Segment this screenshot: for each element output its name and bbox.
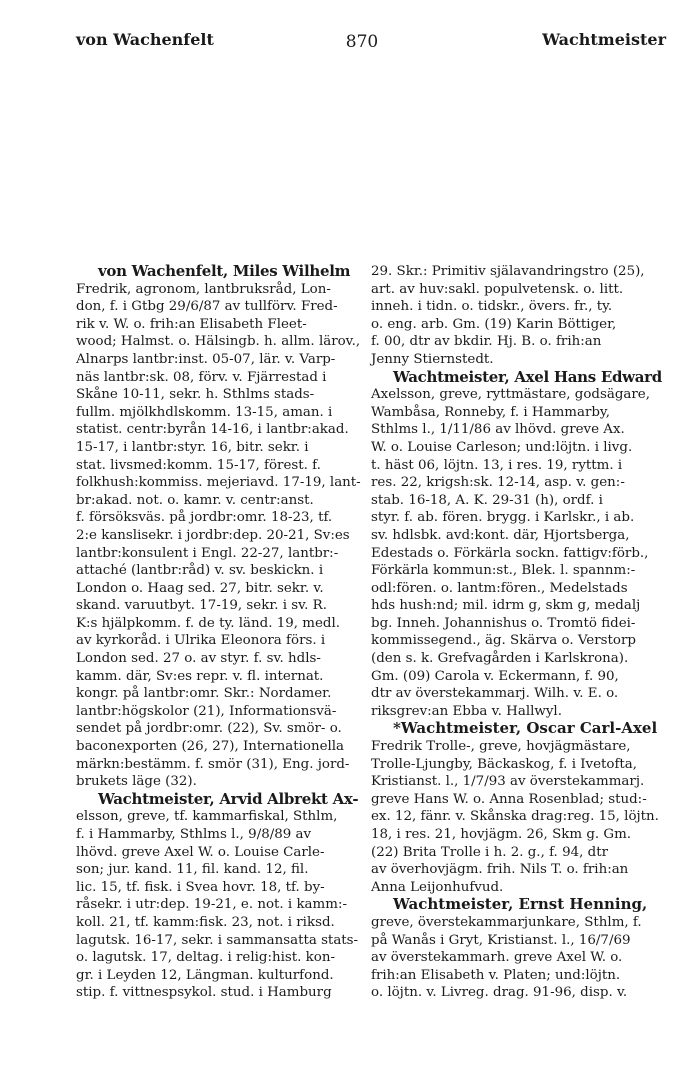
header-left-name: von Wachenfelt bbox=[76, 30, 214, 49]
entry-headword-line: Wachtmeister, Arvid Albrekt Ax- bbox=[98, 789, 359, 808]
text-line: folkhush:kommiss. mejeriavd. 17-19, lant- bbox=[76, 475, 361, 491]
text-line: Wambåsa, Ronneby, f. i Hammarby, bbox=[371, 404, 610, 420]
text-line: frih:an Elisabeth v. Platen; und:löjtn. bbox=[371, 967, 621, 983]
text-line: stat. livsmed:komm. 15-17, förest. f. bbox=[76, 457, 321, 473]
text-line: lantbr:högskolor (21), Informationsvä- bbox=[76, 703, 337, 719]
text-line: baconexporten (26, 27), Internationella bbox=[76, 739, 345, 755]
text-line: res. 22, krigsh:sk. 12-14, asp. v. gen:- bbox=[371, 475, 625, 491]
entry-headword-line: von Wachenfelt, Miles Wilhelm bbox=[98, 262, 351, 280]
text-line: råsekr. i utr:dep. 19-21, e. not. i kamm:- bbox=[76, 897, 347, 913]
text-line: bg. Inneh. Johannishus o. Tromtö fidei- bbox=[371, 615, 636, 631]
text-line: son; jur. kand. 11, fil. kand. 12, fil. bbox=[76, 862, 309, 878]
text-line: Förkärla kommun:st., Blek. l. spannm:- bbox=[371, 563, 636, 579]
text-line: attaché (lantbr:råd) v. sv. beskickn. i bbox=[76, 563, 324, 579]
text-line: f. 00, dtr av bkdir. Hj. B. o. frih:an bbox=[371, 334, 602, 350]
text-line: K:s hjälpkomm. f. de ty. länd. 19, medl. bbox=[76, 615, 341, 631]
header-right-name: Wachtmeister bbox=[542, 30, 666, 49]
text-line: lhövd. greve Axel W. o. Louise Carle- bbox=[76, 844, 325, 860]
text-line: av överstekammarh. greve Axel W. o. bbox=[371, 950, 623, 966]
text-line: Alnarps lantbr:inst. 05-07, lär. v. Varp- bbox=[76, 351, 336, 367]
entry-headword-line: Wachtmeister, Axel Hans Edward bbox=[393, 367, 662, 386]
text-line: inneh. i tidn. o. tidskr., övers. fr., ty. bbox=[371, 299, 613, 315]
text-line: greve, överstekammarjunkare, Sthlm, f. bbox=[371, 914, 642, 930]
text-line: Sthlms l., 1/11/86 av lhövd. greve Ax. bbox=[371, 422, 625, 438]
text-line: wood; Halmst. o. Hälsingb. h. allm. lärov., bbox=[76, 334, 361, 350]
text-line: ex. 12, fänr. v. Skånska drag:reg. 15, löjtn. bbox=[371, 809, 659, 825]
text-line: av kyrkoråd. i Ulrika Eleonora förs. i bbox=[76, 633, 326, 649]
left-column bbox=[76, 262, 361, 1002]
page-number: 870 bbox=[345, 32, 379, 52]
text-line: Edestads o. Förkärla sockn. fattigv:förb., bbox=[371, 545, 649, 561]
text-line: Fredrik Trolle-, greve, hovjägmästare, bbox=[371, 739, 631, 755]
text-line: märkn:bestämm. f. smör (31), Eng. jord- bbox=[76, 756, 350, 772]
text-line: art. av huv:sakl. populvetensk. o. litt. bbox=[371, 281, 624, 297]
text-line: lantbr:konsulent i Engl. 22-27, lantbr:- bbox=[76, 545, 339, 561]
text-line: hds hush:nd; mil. idrm g, skm g, medalj bbox=[371, 598, 641, 614]
text-line: kommissegend., äg. Skärva o. Verstorp bbox=[371, 633, 636, 649]
text-line: br:akad. not. o. kamr. v. centr:anst. bbox=[76, 492, 314, 508]
text-line: 2:e kanslisekr. i jordbr:dep. 20-21, Sv:es bbox=[76, 527, 350, 543]
text-line: Gm. (09) Carola v. Eckermann, f. 90, bbox=[371, 668, 619, 684]
text-line: Anna Leijonhufvud. bbox=[371, 879, 504, 895]
text-line: London o. Haag sed. 27, bitr. sekr. v. bbox=[76, 580, 324, 596]
text-line: 29. Skr.: Primitiv själavandringstro (25), bbox=[371, 264, 645, 279]
text-line: Trolle-Ljungby, Bäckaskog, f. i Ivetofta, bbox=[371, 756, 638, 772]
text-line: (den s. k. Grefvagården i Karlskrona). bbox=[371, 651, 629, 667]
text-line: don, f. i Gtbg 29/6/87 av tullförv. Fred- bbox=[76, 299, 338, 315]
text-line: 18, i res. 21, hovjägm. 26, Skm g. Gm. bbox=[371, 827, 632, 842]
text-line: sv. hdlsbk. avd:kont. där, Hjortsberga, bbox=[371, 527, 630, 543]
entry-headword-line: Wachtmeister, Ernst Henning, bbox=[393, 895, 648, 914]
text-line: koll. 21, tf. kamm:fisk. 23, not. i riksd. bbox=[76, 914, 335, 930]
text-line: Axelsson, greve, ryttmästare, godsägare, bbox=[371, 387, 650, 403]
text-line: Fredrik, agronom, lantbruksråd, Lon- bbox=[76, 281, 331, 297]
text-line: t. häst 06, löjtn. 13, i res. 19, ryttm. i bbox=[371, 457, 623, 473]
text-line: stab. 16-18, A. K. 29-31 (h), ordf. i bbox=[371, 492, 603, 508]
entry-headword-line: *Wachtmeister, Oscar Carl-Axel bbox=[393, 719, 658, 738]
text-line: f. i Hammarby, Sthlms l., 9/8/89 av bbox=[76, 827, 312, 842]
text-line: rik v. W. o. frih:an Elisabeth Fleet- bbox=[76, 316, 307, 332]
text-line: (22) Brita Trolle i h. 2. g., f. 94, dtr bbox=[371, 844, 608, 860]
text-line: dtr av överstekammarj. Wilh. v. E. o. bbox=[371, 686, 619, 702]
text-line: o. lagutsk. 17, deltag. i relig:hist. kon- bbox=[76, 950, 335, 966]
text-line: elsson, greve, tf. kammarfiskal, Sthlm, bbox=[76, 809, 338, 825]
text-line: Kristianst. l., 1/7/93 av överstekammarj. bbox=[371, 774, 645, 790]
text-line: statist. centr:byrån 14-16, i lantbr:akad. bbox=[76, 422, 349, 438]
text-line: o. löjtn. v. Livreg. drag. 91-96, disp. v. bbox=[371, 985, 628, 1001]
text-line: fullm. mjölkhdlskomm. 13-15, aman. i bbox=[76, 404, 333, 420]
text-line: av överhovjägm. frih. Nils T. o. frih:an bbox=[371, 862, 629, 878]
text-line: på Wanås i Gryt, Kristianst. l., 16/7/69 bbox=[371, 932, 631, 948]
text-line: styr. f. ab. fören. brygg. i Karlskr., i ab. bbox=[371, 510, 635, 526]
text-line: Jenny Stiernstedt. bbox=[371, 351, 494, 367]
text-line: 15-17, i lantbr:styr. 16, bitr. sekr. i bbox=[76, 439, 309, 455]
right-column bbox=[371, 263, 669, 1002]
text-line: London sed. 27 o. av styr. f. sv. hdls- bbox=[76, 651, 321, 667]
text-line: odl:fören. o. lantm:fören., Medelstads bbox=[371, 580, 628, 596]
text-line: riksgrev:an Ebba v. Hallwyl. bbox=[371, 703, 562, 719]
text-line: W. o. Louise Carleson; und:löjtn. i livg. bbox=[371, 439, 633, 455]
text-line: lagutsk. 16-17, sekr. i sammansatta stats- bbox=[76, 932, 359, 948]
text-line: näs lantbr:sk. 08, förv. v. Fjärrestad i bbox=[76, 369, 327, 385]
text-line: gr. i Leyden 12, Längman. kulturfond. bbox=[76, 967, 334, 983]
text-line: greve Hans W. o. Anna Rosenblad; stud:- bbox=[371, 791, 647, 807]
text-line: lic. 15, tf. fisk. i Svea hovr. 18, tf. by- bbox=[76, 879, 325, 895]
text-line: kongr. på lantbr:omr. Skr.: Nordamer. bbox=[76, 686, 332, 702]
text-line: kamm. där, Sv:es repr. v. fl. internat. bbox=[76, 668, 324, 684]
text-line: Skåne 10-11, sekr. h. Sthlms stads- bbox=[76, 387, 315, 403]
text-line: stip. f. vittnespsykol. stud. i Hamburg bbox=[76, 985, 332, 1001]
text-line: brukets läge (32). bbox=[76, 774, 197, 790]
text-line: f. försöksväs. på jordbr:omr. 18-23, tf. bbox=[76, 510, 333, 526]
text-line: o. eng. arb. Gm. (19) Karin Böttiger, bbox=[371, 316, 617, 332]
text-line: sendet på jordbr:omr. (22), Sv. smör- o. bbox=[76, 721, 342, 737]
text-line: skand. varuutbyt. 17-19, sekr. i sv. R. bbox=[76, 598, 327, 614]
running-header bbox=[0, 30, 696, 58]
